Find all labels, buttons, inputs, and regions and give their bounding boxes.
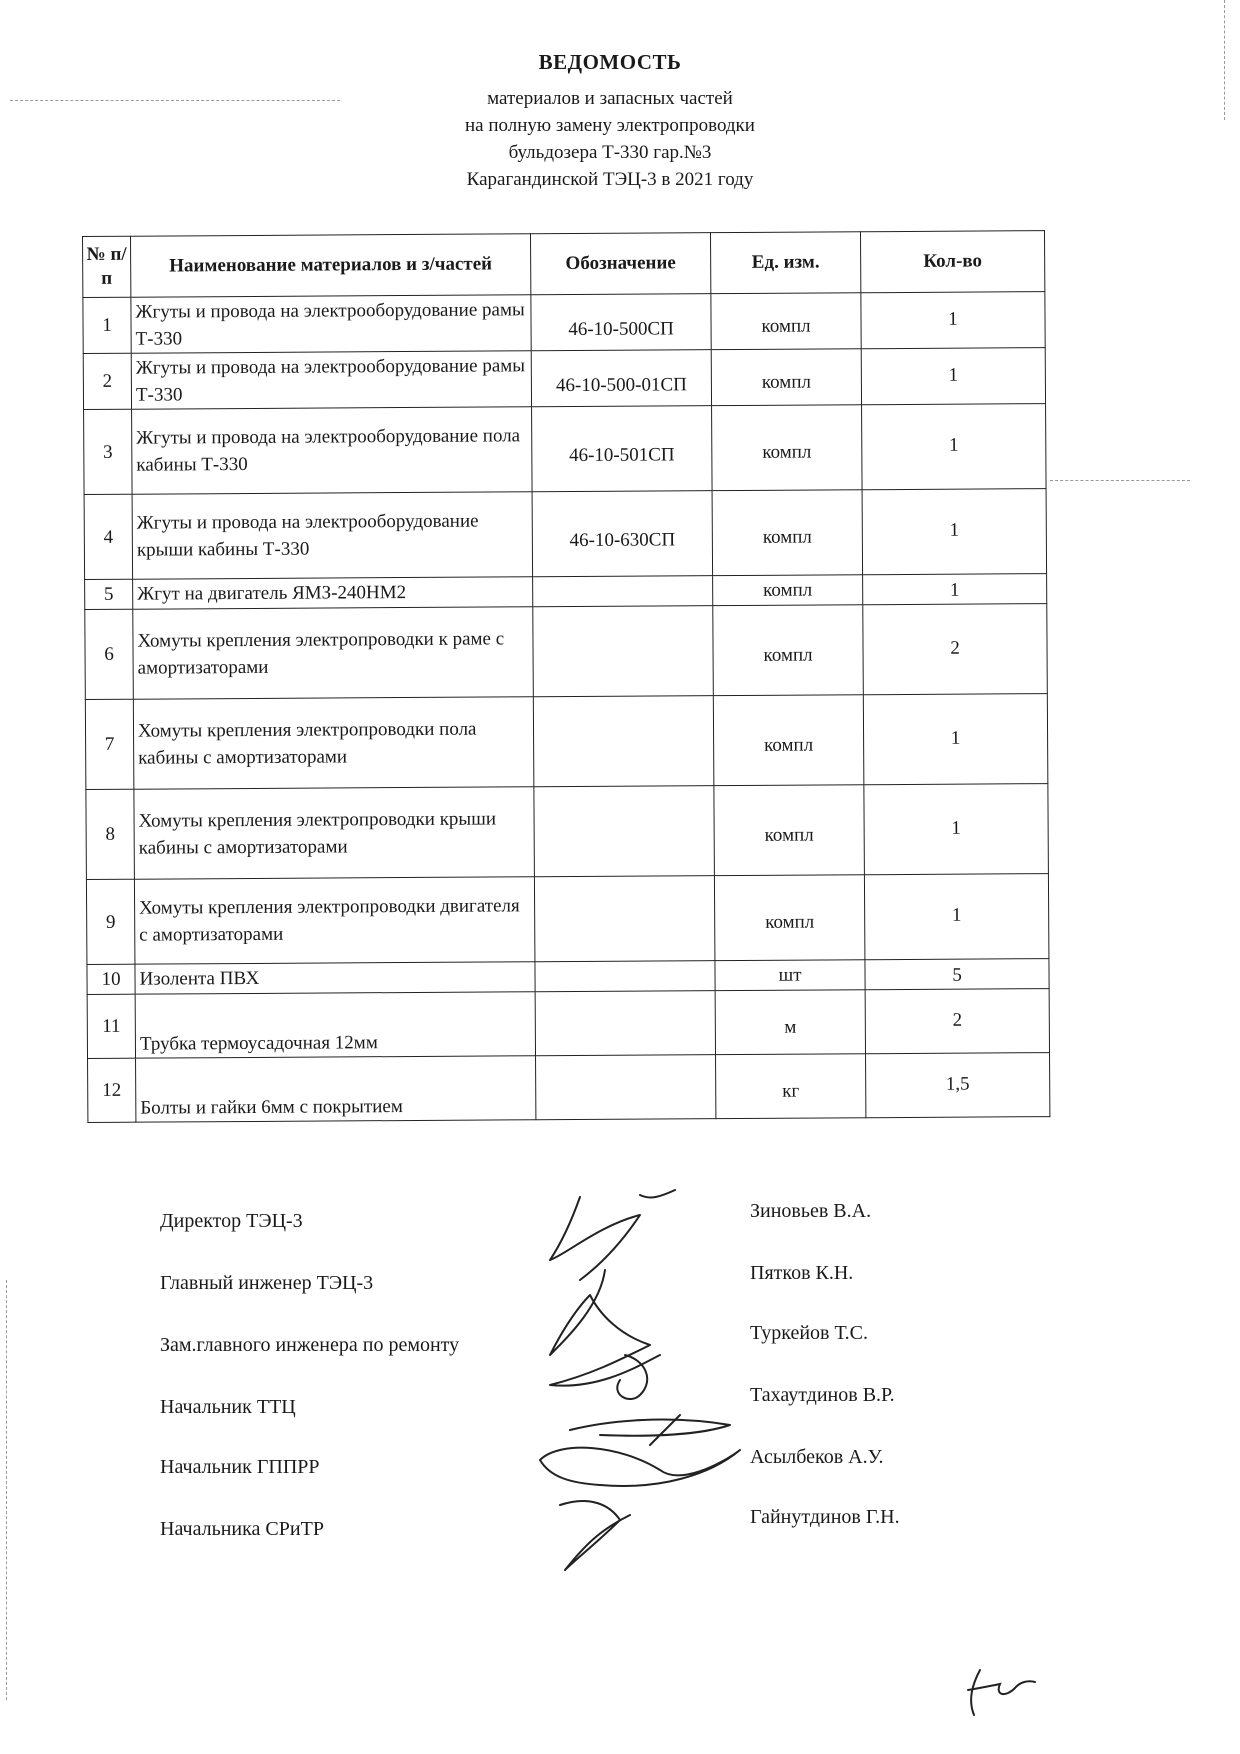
- document-title: ВЕДОМОСТЬ: [538, 50, 682, 74]
- row-code: [533, 696, 714, 787]
- handwritten-initials: [960, 1660, 1040, 1720]
- scan-artifact-dash-top-left: [10, 100, 340, 101]
- table-row: [87, 989, 1049, 1059]
- row-qty: 2: [863, 604, 1048, 695]
- signer-position-6: Начальника СРиТР: [160, 1518, 324, 1540]
- row-code: 46-10-630СП: [532, 491, 713, 577]
- handwritten-signatures: [530, 1185, 760, 1575]
- row-qty: 1: [861, 348, 1045, 405]
- row-name: Жгуты и провода на электрооборудование пола кабины Т-330: [132, 407, 533, 494]
- row-code: [534, 786, 715, 877]
- row-qty: 1: [864, 874, 1049, 960]
- header-name: Наименование материалов и з/частей: [131, 234, 531, 297]
- row-code: 46-10-500-01СП: [531, 350, 711, 407]
- signer-position-4: Начальник ТТЦ: [160, 1396, 296, 1418]
- row-qty: 1: [863, 694, 1048, 785]
- row-unit: компл: [714, 875, 865, 961]
- row-unit: компл: [713, 695, 864, 786]
- row-num: 6: [85, 609, 134, 699]
- row-unit: компл: [713, 605, 864, 696]
- table-row: [83, 292, 1045, 354]
- row-name: Хомуты крепления электропроводки пола кабины с амортизаторами: [133, 697, 534, 789]
- row-name: Трубка термоусадочная 12мм: [135, 992, 535, 1058]
- signer-position-5: Начальник ГППРР: [160, 1456, 320, 1478]
- signer-position-3: Зам.главного инженера по ремонту: [160, 1334, 460, 1356]
- table-row: [83, 348, 1045, 410]
- row-num: 7: [85, 699, 134, 789]
- signer-position-2: Главный инженер ТЭЦ-3: [160, 1272, 374, 1294]
- scan-artifact-dash-right: [1050, 480, 1190, 481]
- scan-artifact-vertical-right: [1224, 0, 1225, 120]
- row-code: [536, 1055, 716, 1120]
- row-num: 4: [84, 494, 133, 579]
- row-num: 12: [88, 1058, 136, 1122]
- row-name: Жгуты и провода на электрооборудование рамы Т-330: [131, 295, 531, 353]
- row-code: 46-10-501СП: [532, 406, 713, 492]
- row-unit: шт: [715, 960, 865, 991]
- row-unit: компл: [714, 785, 865, 876]
- row-name: Хомуты крепления электропроводки двигателя с амортизаторами: [134, 877, 535, 964]
- row-code: [535, 991, 715, 1056]
- row-qty: 1: [864, 784, 1049, 875]
- row-qty: 1: [863, 574, 1047, 605]
- table-row: [85, 604, 1048, 700]
- signer-name-5: Асылбеков А.У.: [750, 1446, 884, 1468]
- row-num: 3: [84, 409, 133, 494]
- header-num: № п/п: [83, 236, 131, 297]
- row-name: Хомуты крепления электропроводки к раме с амортизаторами: [133, 607, 534, 699]
- row-name: Жгуты и провода на электрооборудование рамы Т-330: [131, 351, 531, 409]
- row-unit: компл: [712, 405, 863, 491]
- signer-name-4: Тахаутдинов В.Р.: [750, 1384, 895, 1406]
- row-qty: 1: [862, 489, 1047, 575]
- signer-name-1: Зиновьев В.А.: [750, 1200, 872, 1222]
- header-unit: Ед. изм.: [710, 232, 860, 294]
- row-num: 11: [87, 994, 135, 1058]
- row-num: 9: [86, 879, 135, 964]
- row-code: [535, 961, 715, 992]
- header-qty: Кол-во: [860, 231, 1044, 293]
- row-name: Изолента ПВХ: [135, 962, 535, 994]
- row-qty: 1: [862, 404, 1047, 490]
- row-code: [533, 576, 713, 607]
- row-unit: кг: [716, 1054, 866, 1119]
- subtitle-line-3: бульдозера Т-330 гар.№3: [508, 142, 712, 163]
- row-name: Жгут на двигатель ЯМЗ-240НМ2: [133, 577, 533, 609]
- row-num: 8: [86, 789, 135, 879]
- table-row: [86, 784, 1049, 880]
- row-qty: 5: [865, 959, 1049, 990]
- subtitle-line-1: материалов и запасных частей: [487, 88, 733, 109]
- row-code: [533, 606, 714, 697]
- scan-artifact-vertical-left: [6, 1280, 7, 1700]
- row-name: Болты и гайки 6мм с покрытием: [136, 1056, 536, 1122]
- row-num: 5: [85, 579, 133, 609]
- table-row: [84, 404, 1047, 495]
- row-code: [534, 876, 715, 962]
- row-name: Жгуты и провода на электрооборудование крыши кабины Т-330: [132, 492, 533, 579]
- signer-name-6: Гайнутдинов Г.Н.: [750, 1506, 900, 1528]
- materials-table: [82, 230, 1050, 1123]
- subtitle-line-4: Карагандинской ТЭЦ-3 в 2021 году: [466, 169, 754, 190]
- table-row: [84, 489, 1047, 580]
- row-code: 46-10-500СП: [531, 294, 711, 351]
- signer-position-1: Директор ТЭЦ-3: [160, 1210, 303, 1232]
- signer-name-3: Туркейов Т.С.: [750, 1322, 869, 1344]
- row-num: 1: [83, 297, 131, 353]
- row-unit: компл: [713, 575, 863, 606]
- row-unit: м: [715, 990, 865, 1055]
- row-unit: компл: [711, 349, 861, 406]
- row-name: Хомуты крепления электропроводки крыши кабины с амортизаторами: [134, 787, 535, 879]
- row-qty: 2: [865, 989, 1049, 1054]
- table-header-row: [83, 231, 1045, 298]
- row-num: 2: [83, 353, 131, 409]
- table-row: [86, 874, 1049, 965]
- table-row: [85, 694, 1048, 790]
- row-unit: компл: [711, 293, 861, 350]
- document-header: [330, 50, 890, 193]
- row-qty: 1,5: [866, 1053, 1050, 1118]
- header-code: Обозначение: [530, 233, 710, 295]
- table-row: [88, 1053, 1050, 1123]
- row-qty: 1: [861, 292, 1045, 349]
- subtitle-line-2: на полную замену электропроводки: [465, 115, 755, 136]
- signer-name-2: Пятков К.Н.: [750, 1262, 854, 1284]
- row-unit: компл: [712, 490, 863, 576]
- row-num: 10: [87, 964, 135, 994]
